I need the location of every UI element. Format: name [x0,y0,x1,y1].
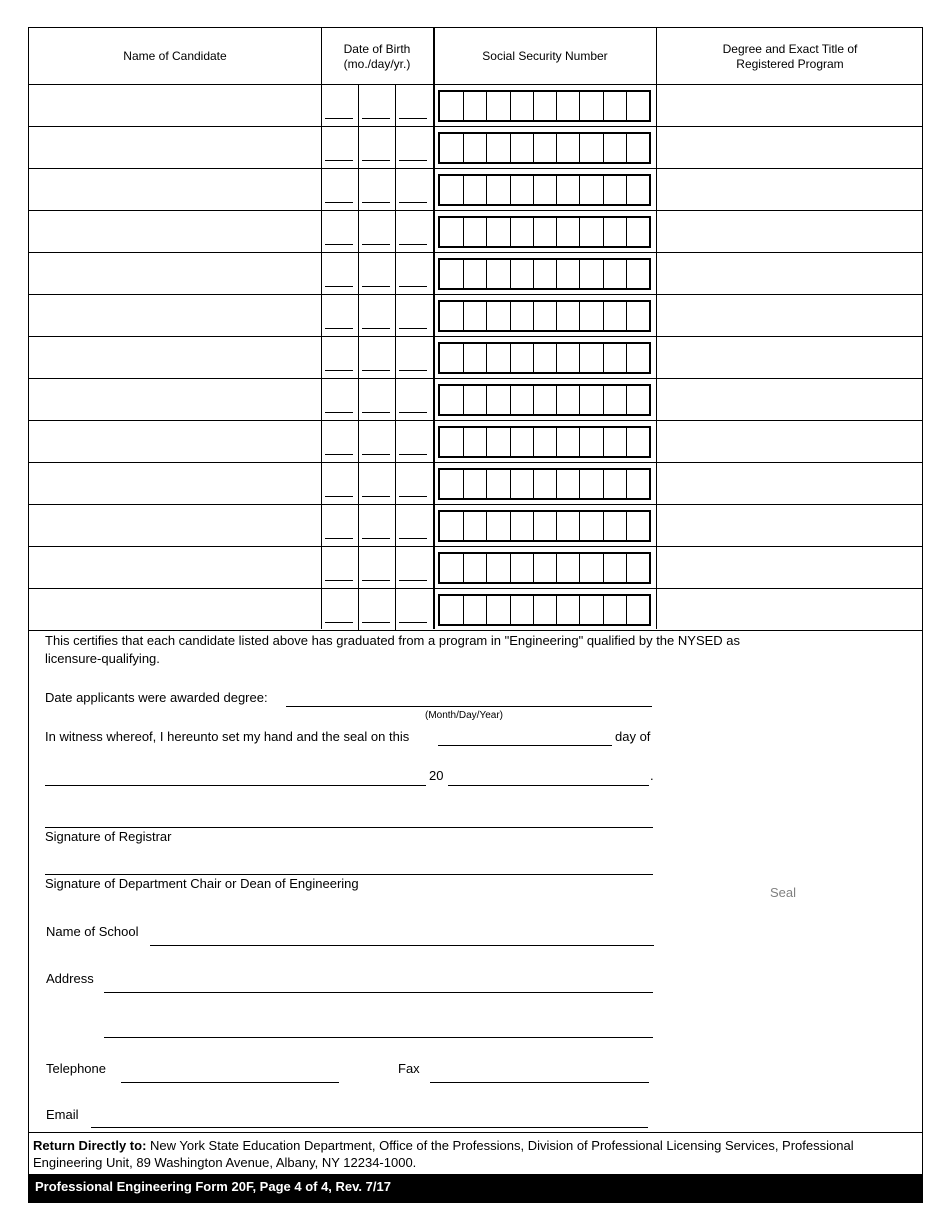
table-row [29,421,922,463]
ssn-digit-divider [579,176,580,204]
dob-divider [358,253,359,294]
dob-divider [358,85,359,126]
return-label: Return Directly to: [33,1138,147,1153]
ssn-digit-divider [556,470,557,498]
ssn-digit-divider [486,428,487,456]
ssn-digit-divider [579,344,580,372]
ssn-field[interactable] [438,258,651,290]
telephone-field[interactable] [121,1082,339,1083]
address-field-line2[interactable] [104,1037,653,1038]
ssn-field[interactable] [438,342,651,374]
ssn-digit-divider [533,176,534,204]
date-awarded-label: Date applicants were awarded degree: [45,690,268,705]
ssn-digit-divider [603,512,604,540]
ssn-digit-divider [510,260,511,288]
dob-day-field[interactable] [362,244,390,245]
ssn-digit-divider [603,260,604,288]
ssn-digit-divider [626,428,627,456]
degree-title-field[interactable] [657,547,923,588]
dob-divider [358,547,359,588]
ssn-digit-divider [510,512,511,540]
table-row [29,127,922,169]
certification-statement: This certifies that each candidate listed above has graduated from a program in "Engineering" qualified by the NYSED as [45,633,741,648]
ssn-digit-divider [556,512,557,540]
degree-title-field[interactable] [657,421,923,462]
certification-statement-cont: licensure-qualifying. [45,651,160,666]
degree-title-field[interactable] [657,337,923,378]
dob-year-field[interactable] [399,202,427,203]
table-row [29,85,922,127]
candidate-name-field[interactable] [29,337,321,378]
table-row [29,547,922,589]
degree-title-field[interactable] [657,295,923,336]
ssn-digit-divider [603,428,604,456]
ssn-digit-divider [486,596,487,624]
ssn-digit-divider [603,344,604,372]
ssn-digit-divider [579,92,580,120]
degree-title-field[interactable] [657,169,923,210]
ssn-digit-divider [510,302,511,330]
dob-day-field[interactable] [362,160,390,161]
ssn-digit-divider [463,344,464,372]
fax-field[interactable] [430,1082,649,1083]
registrar-signature-label: Signature of Registrar [45,829,172,844]
witness-year-field[interactable] [448,785,649,786]
dob-year-field[interactable] [399,412,427,413]
dob-divider [358,463,359,504]
address-label: Address [46,971,94,986]
ssn-field[interactable] [438,132,651,164]
telephone-label: Telephone [46,1061,106,1076]
candidate-name-field[interactable] [29,463,321,504]
dob-month-field[interactable] [325,622,353,623]
period: . [650,768,654,783]
dob-day-field[interactable] [362,496,390,497]
ssn-digit-divider [463,92,464,120]
dob-divider [395,85,396,126]
ssn-field[interactable] [438,90,651,122]
dob-day-field[interactable] [362,118,390,119]
ssn-digit-divider [533,302,534,330]
degree-title-field[interactable] [657,463,923,504]
ssn-field[interactable] [438,426,651,458]
ssn-digit-divider [556,92,557,120]
dob-month-field[interactable] [325,160,353,161]
dob-year-field[interactable] [399,538,427,539]
ssn-field[interactable] [438,174,651,206]
dob-divider [395,337,396,378]
candidate-name-field[interactable] [29,127,321,168]
ssn-digit-divider [533,134,534,162]
ssn-field[interactable] [438,468,651,500]
header-dob: Date of Birth (mo./day/yr.) [343,41,411,71]
candidate-name-field[interactable] [29,505,321,546]
dob-day-field[interactable] [362,328,390,329]
dob-divider [358,127,359,168]
ssn-digit-divider [510,428,511,456]
ssn-digit-divider [579,554,580,582]
candidate-name-field[interactable] [29,211,321,252]
ssn-field[interactable] [438,216,651,248]
witness-label: In witness whereof, I hereunto set my hand and the seal on this [45,729,410,744]
ssn-digit-divider [533,512,534,540]
date-format-hint: (Month/Day/Year) [425,710,503,721]
ssn-digit-divider [603,302,604,330]
candidate-name-field[interactable] [29,169,321,210]
dob-day-field[interactable] [362,538,390,539]
ssn-digit-divider [579,470,580,498]
ssn-digit-divider [510,554,511,582]
dob-divider [395,211,396,252]
degree-title-field[interactable] [657,379,923,420]
ssn-digit-divider [463,134,464,162]
dob-year-field[interactable] [399,160,427,161]
ssn-digit-divider [510,470,511,498]
ssn-digit-divider [579,596,580,624]
email-label: Email [46,1107,79,1122]
candidate-name-field[interactable] [29,589,321,630]
ssn-digit-divider [626,260,627,288]
ssn-digit-divider [603,386,604,414]
dob-year-field[interactable] [399,580,427,581]
dob-year-field[interactable] [399,286,427,287]
candidate-name-field[interactable] [29,547,321,588]
ssn-digit-divider [533,470,534,498]
degree-title-field[interactable] [657,127,923,168]
ssn-digit-divider [463,596,464,624]
dob-month-field[interactable] [325,328,353,329]
ssn-digit-divider [556,302,557,330]
ssn-digit-divider [556,596,557,624]
ssn-digit-divider [579,260,580,288]
dob-month-field[interactable] [325,580,353,581]
ssn-digit-divider [556,176,557,204]
ssn-digit-divider [486,302,487,330]
table-row [29,463,922,505]
ssn-digit-divider [579,134,580,162]
table-header [29,28,922,85]
witness-day-field[interactable] [438,745,612,746]
ssn-digit-divider [533,344,534,372]
ssn-digit-divider [463,260,464,288]
ssn-digit-divider [486,512,487,540]
dob-divider [358,421,359,462]
dob-year-field[interactable] [399,496,427,497]
ssn-digit-divider [510,386,511,414]
dob-divider [395,169,396,210]
ssn-digit-divider [486,344,487,372]
ssn-digit-divider [626,92,627,120]
return-address-text: New York State Education Department, Office of the Professions, Division of Professional Licensing Services, Professional Engineering Unit, 89 Washington Avenue, Albany, NY 12234-1000. [33,1138,854,1170]
ssn-digit-divider [533,554,534,582]
ssn-digit-divider [463,512,464,540]
dob-year-field[interactable] [399,118,427,119]
ssn-digit-divider [486,470,487,498]
dob-year-field[interactable] [399,328,427,329]
ssn-digit-divider [486,554,487,582]
dob-divider [358,211,359,252]
witness-month-field[interactable] [45,785,426,786]
form-page [28,27,923,1203]
ssn-digit-divider [556,260,557,288]
ssn-digit-divider [556,428,557,456]
dob-year-field[interactable] [399,454,427,455]
ssn-digit-divider [463,470,464,498]
email-field[interactable] [91,1127,648,1128]
dob-divider [358,589,359,630]
table-row [29,211,922,253]
ssn-digit-divider [626,134,627,162]
dob-divider [358,379,359,420]
ssn-digit-divider [486,218,487,246]
school-name-label: Name of School [46,924,139,939]
dob-divider [395,547,396,588]
dob-divider [395,505,396,546]
ssn-digit-divider [463,176,464,204]
return-address [29,1132,922,1171]
ssn-digit-divider [533,260,534,288]
dob-year-field[interactable] [399,370,427,371]
degree-title-field[interactable] [657,505,923,546]
dob-day-field[interactable] [362,454,390,455]
ssn-digit-divider [579,512,580,540]
candidate-name-field[interactable] [29,379,321,420]
dob-month-field[interactable] [325,454,353,455]
dob-divider [395,589,396,630]
table-row [29,379,922,421]
ssn-digit-divider [579,386,580,414]
address-field-line1[interactable] [104,992,653,993]
form-id: Professional Engineering Form 20F, Page 4 of 4, Rev. 7/17 [35,1179,391,1194]
ssn-digit-divider [510,92,511,120]
fax-label: Fax [398,1061,420,1076]
dob-day-field[interactable] [362,202,390,203]
ssn-digit-divider [603,596,604,624]
day-of-label: day of [615,729,651,744]
dob-month-field[interactable] [325,118,353,119]
ssn-digit-divider [626,218,627,246]
dob-divider [358,505,359,546]
ssn-digit-divider [486,260,487,288]
ssn-field[interactable] [438,510,651,542]
ssn-digit-divider [463,386,464,414]
form-footer [29,1174,922,1202]
ssn-digit-divider [486,134,487,162]
dob-month-field[interactable] [325,496,353,497]
ssn-digit-divider [579,428,580,456]
ssn-digit-divider [533,92,534,120]
ssn-digit-divider [510,134,511,162]
ssn-digit-divider [603,470,604,498]
dob-year-field[interactable] [399,622,427,623]
ssn-digit-divider [626,554,627,582]
ssn-digit-divider [510,176,511,204]
candidate-name-field[interactable] [29,253,321,294]
ssn-digit-divider [626,470,627,498]
ssn-digit-divider [533,596,534,624]
dob-divider [395,127,396,168]
dob-divider [395,463,396,504]
ssn-digit-divider [463,302,464,330]
chair-signature-label: Signature of Department Chair or Dean of Engineering [45,876,359,891]
ssn-digit-divider [533,428,534,456]
ssn-digit-divider [463,428,464,456]
dob-divider [395,295,396,336]
dob-day-field[interactable] [362,286,390,287]
dob-day-field[interactable] [362,622,390,623]
header-ssn: Social Security Number [482,49,608,63]
dob-divider [358,337,359,378]
dob-day-field[interactable] [362,412,390,413]
degree-title-field[interactable] [657,85,923,126]
header-degree: Degree and Exact Title of Registered Program [722,41,858,71]
ssn-digit-divider [626,596,627,624]
dob-divider [395,421,396,462]
school-name-field[interactable] [150,945,654,946]
ssn-digit-divider [626,344,627,372]
year-prefix: 20 [429,768,444,783]
table-row [29,505,922,547]
dob-month-field[interactable] [325,412,353,413]
ssn-digit-divider [486,386,487,414]
seal-label: Seal [770,885,797,900]
ssn-digit-divider [486,176,487,204]
dob-divider [395,253,396,294]
dob-day-field[interactable] [362,580,390,581]
ssn-digit-divider [603,92,604,120]
dob-month-field[interactable] [325,244,353,245]
ssn-field[interactable] [438,300,651,332]
ssn-field[interactable] [438,552,651,584]
ssn-digit-divider [486,92,487,120]
degree-title-field[interactable] [657,589,923,630]
ssn-digit-divider [579,302,580,330]
ssn-digit-divider [463,218,464,246]
ssn-digit-divider [510,344,511,372]
ssn-digit-divider [626,386,627,414]
ssn-digit-divider [603,554,604,582]
candidate-name-field[interactable] [29,421,321,462]
ssn-digit-divider [556,344,557,372]
ssn-digit-divider [556,134,557,162]
ssn-digit-divider [556,218,557,246]
ssn-digit-divider [556,386,557,414]
ssn-digit-divider [533,218,534,246]
dob-divider [358,169,359,210]
table-row [29,169,922,211]
ssn-digit-divider [579,218,580,246]
degree-title-field[interactable] [657,253,923,294]
dob-divider [358,295,359,336]
table-row [29,589,922,631]
candidate-name-field[interactable] [29,295,321,336]
ssn-digit-divider [626,302,627,330]
table-row [29,295,922,337]
ssn-field[interactable] [438,594,651,626]
table-row [29,253,922,295]
ssn-digit-divider [510,596,511,624]
ssn-digit-divider [603,218,604,246]
candidate-name-field[interactable] [29,85,321,126]
ssn-digit-divider [556,554,557,582]
dob-month-field[interactable] [325,202,353,203]
dob-year-field[interactable] [399,244,427,245]
ssn-digit-divider [463,554,464,582]
dob-day-field[interactable] [362,370,390,371]
dob-month-field[interactable] [325,370,353,371]
ssn-digit-divider [626,176,627,204]
ssn-digit-divider [603,176,604,204]
ssn-digit-divider [603,134,604,162]
dob-month-field[interactable] [325,286,353,287]
ssn-digit-divider [510,218,511,246]
header-name: Name of Candidate [123,49,227,63]
ssn-field[interactable] [438,384,651,416]
degree-title-field[interactable] [657,211,923,252]
table-row [29,337,922,379]
dob-divider [395,379,396,420]
dob-month-field[interactable] [325,538,353,539]
ssn-digit-divider [533,386,534,414]
ssn-digit-divider [626,512,627,540]
